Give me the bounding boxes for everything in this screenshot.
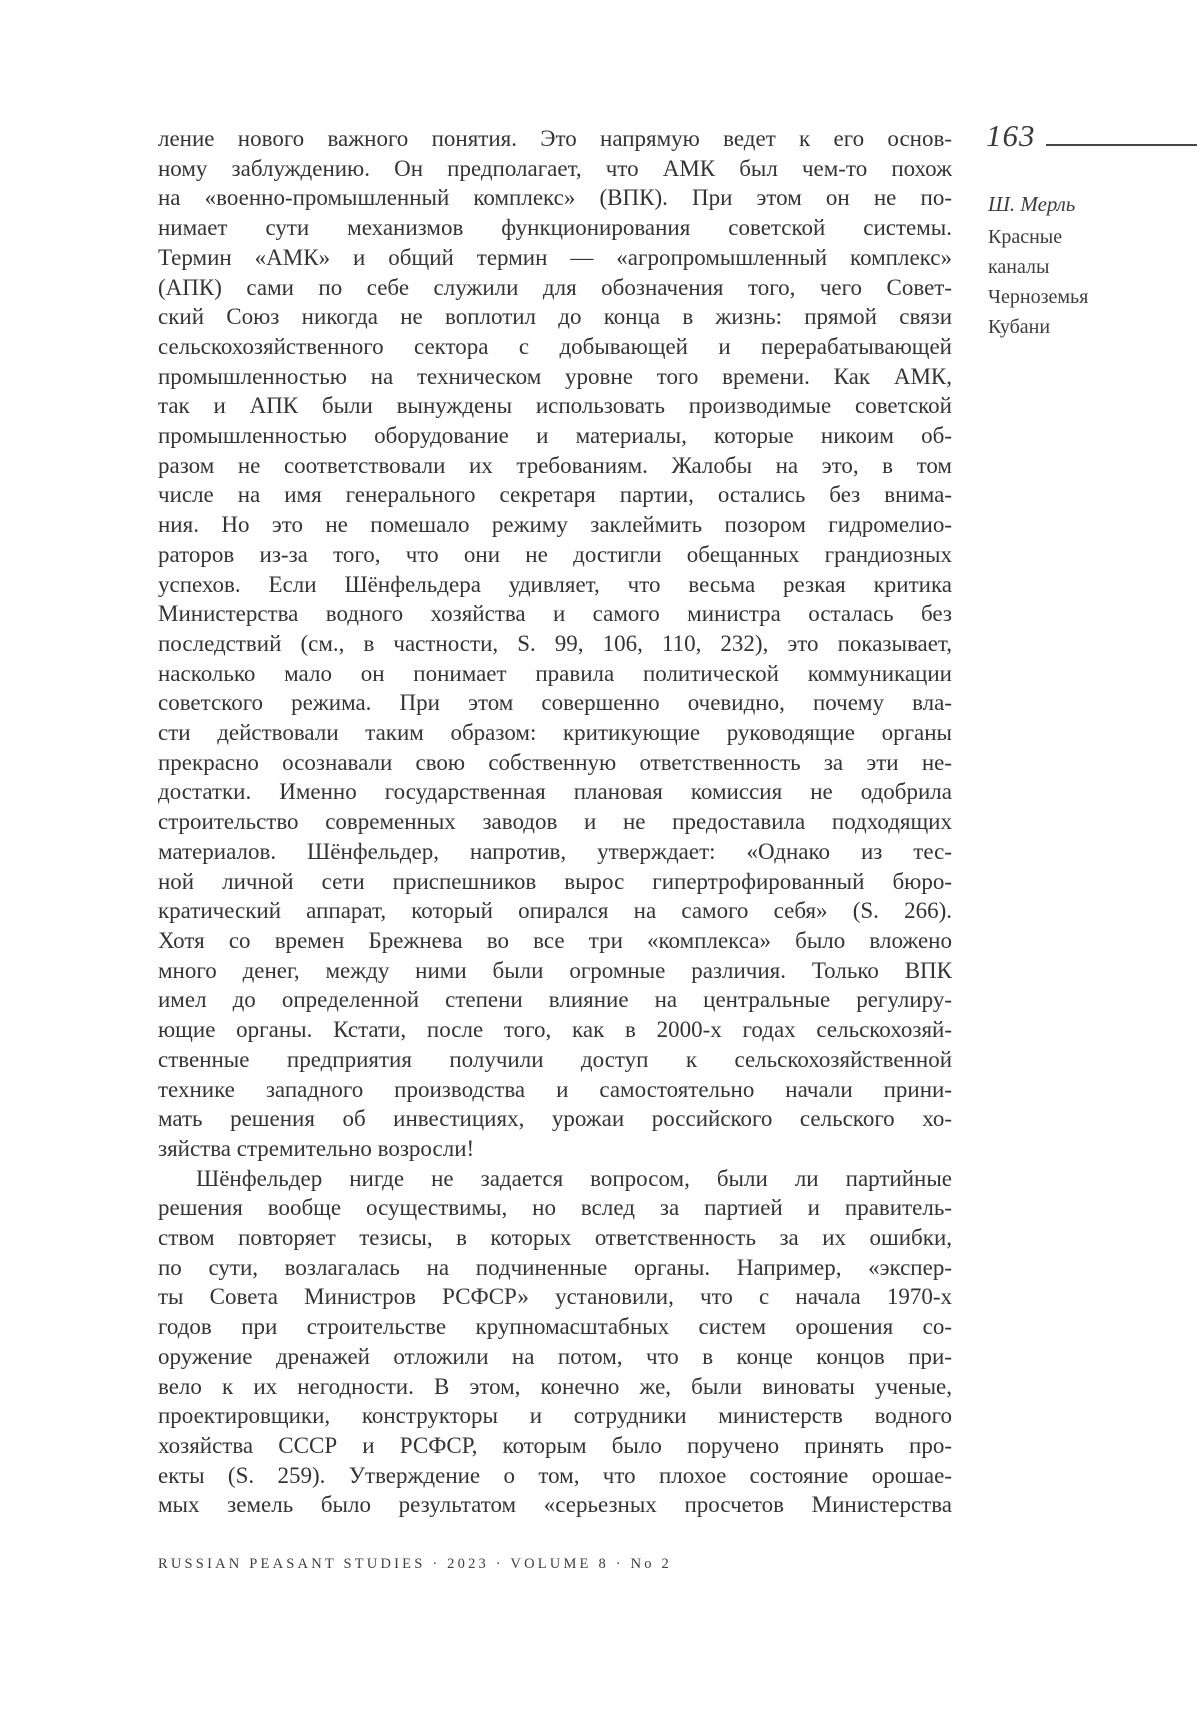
text-line: разом не соответствовали их требованиям. Жалобы на это, в том [158, 452, 952, 478]
text-line: вело к их негодности. В этом, конечно же, были виноваты ученые, [158, 1373, 952, 1399]
text-line: последствий (см., в частности, S. 99, 106, 110, 232), это показывает, [158, 630, 952, 656]
margin-title-line: каналы [988, 256, 1050, 278]
page-number: 163 [986, 118, 1036, 153]
margin-title-line: Кубани [988, 316, 1051, 338]
text-line: так и АПК были вынуждены использовать производимые советской [158, 393, 952, 419]
text-line: ющие органы. Кстати, после того, как в 2000-х годах сельскохозяй- [158, 1017, 952, 1043]
text-line: ский Союз никогда не воплотил до конца в жизнь: прямой связи [158, 304, 952, 330]
text-line: достатки. Именно государственная плановая комиссия не одобрила [158, 779, 952, 805]
text-line: Министерства водного хозяйства и самого министра осталась без [158, 601, 952, 627]
text-line: ление нового важного понятия. Это напрямую ведет к его основ- [158, 126, 952, 151]
margin-title-line: Черноземья [988, 286, 1089, 308]
text-line: советского режима. При этом совершенно очевидно, почему вла- [158, 690, 952, 716]
text-line: ной личной сети приспешников вырос гипертрофированный бюро- [158, 868, 952, 894]
text-line: числе на имя генерального секретаря партии, остались без внима- [158, 482, 952, 508]
journal-footer: RUSSIAN PEASANT STUDIES · 2023 · VOLUME 8 · No 2 [158, 1556, 672, 1572]
text-line: технике западного производства и самостоятельно начали прини- [158, 1076, 952, 1102]
text-line: промышленностью оборудование и материалы, которые никоим об- [158, 423, 952, 449]
text-line: строительство современных заводов и не предоставила подходящих [158, 809, 952, 835]
text-line: мых земель было результатом «серьезных просчетов Министерства [158, 1492, 952, 1518]
text-line: Хотя со времен Брежнева во все три «комплекса» было вложено [158, 927, 952, 953]
text-line: решения вообще осуществимы, но вслед за партией и правитель- [158, 1195, 952, 1221]
text-line: раторов из-за того, что они не достигли обещанных грандиозных [158, 541, 952, 567]
text-line: (АПК) сами по себе служили для обозначения того, чего Совет- [158, 274, 952, 300]
text-line: на «военно-промышленный комплекс» (ВПК). При этом он не по- [158, 185, 952, 211]
header-rule [1046, 144, 1197, 146]
text-line: нимает сути механизмов функционирования советской системы. [158, 215, 952, 241]
text-line: прекрасно осознавали свою собственную ответственность за эти не- [158, 749, 952, 775]
text-line: Шёнфельдер нигде не задается вопросом, были ли партийные [196, 1165, 952, 1191]
text-line: хозяйства СССР и РСФСР, которым было поручено принять про- [158, 1432, 952, 1458]
text-line: оружение дренажей отложили на потом, что в конце концов при- [158, 1343, 952, 1369]
text-line: ством повторяет тезисы, в которых ответственность за их ошибки, [158, 1225, 952, 1251]
text-line: кратический аппарат, который опирался на самого себя» (S. 266). [158, 898, 952, 924]
text-line: ния. Но это не помешало режиму заклеймить позором гидромелио- [158, 512, 952, 538]
text-line: материалов. Шёнфельдер, напротив, утверждает: «Однако из тес- [158, 838, 952, 864]
margin-author-note: Ш. Мерль [988, 192, 1076, 216]
text-line: имел до определенной степени влияние на центральные регулиру- [158, 987, 952, 1013]
paragraph [158, 1164, 952, 1520]
text-line: сти действовали таким образом: критикующие руководящие органы [158, 720, 952, 746]
text-line: промышленностью на техническом уровне того времени. Как АМК, [158, 363, 952, 389]
text-line: по сути, возлагалась на подчиненные органы. Например, «экспер- [158, 1254, 952, 1280]
text-line: годов при строительстве крупномасштабных систем орошения со- [158, 1314, 952, 1340]
paragraph [158, 124, 952, 1164]
text-column [158, 124, 952, 1520]
text-line: екты (S. 259). Утверждение о том, что плохое состояние орошае- [158, 1462, 952, 1488]
margin-running-title [988, 222, 1088, 342]
text-line: зяйства стремительно возросли! [158, 1135, 475, 1161]
text-line: успехов. Если Шёнфельдера удивляет, что весьма резкая критика [158, 571, 952, 597]
text-line: насколько мало он понимает правила политической коммуникации [158, 660, 952, 686]
text-line: много денег, между ними были огромные различия. Только ВПК [158, 957, 952, 983]
text-line: ственные предприятия получили доступ к сельскохозяйственной [158, 1046, 952, 1072]
text-line: проектировщики, конструкторы и сотрудники министерств водного [158, 1403, 952, 1429]
text-line: Термин «АМК» и общий термин — «агропромышленный комплекс» [158, 244, 952, 270]
text-line: сельскохозяйственного сектора с добывающей и перерабатывающей [158, 333, 952, 359]
text-line: мать решения об инвестициях, урожаи российского сельского хо- [158, 1106, 952, 1132]
text-line: ному заблуждению. Он предполагает, что АМК был чем-то похож [158, 155, 952, 181]
text-line: ты Совета Министров РСФСР» установили, что с начала 1970-х [158, 1284, 952, 1310]
margin-title-line: Красные [988, 226, 1063, 248]
